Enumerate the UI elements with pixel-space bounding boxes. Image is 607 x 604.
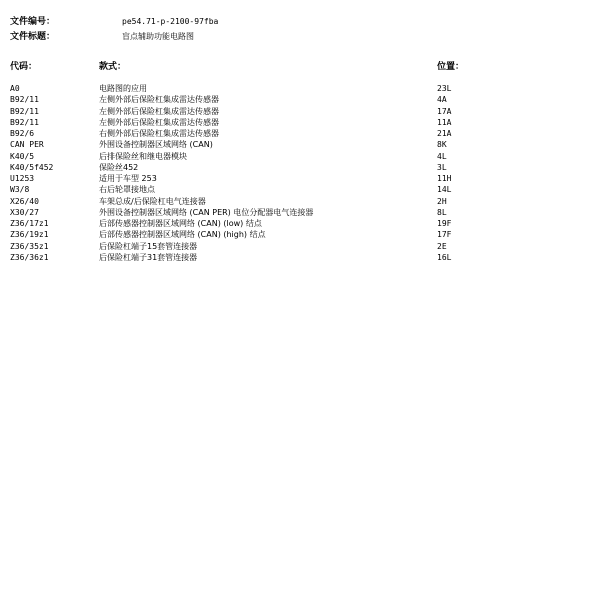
row-code: K40/5 <box>10 151 35 161</box>
row-position: 23L <box>437 84 452 93</box>
table-row <box>10 139 600 150</box>
row-code: Z36/19z1 <box>10 230 49 240</box>
row-position: 8K <box>437 140 447 150</box>
table-row <box>10 241 600 252</box>
row-code: Z36/36z1 <box>10 252 49 262</box>
row-code: X30/27 <box>10 207 39 217</box>
row-position: 4A <box>437 95 447 105</box>
row-code: B92/6 <box>10 129 35 138</box>
row-code: K40/5f452 <box>10 162 54 172</box>
row-position: 4L <box>437 151 447 161</box>
row-position: 11A <box>437 117 452 127</box>
row-description: 外围设备控制器区域网络 (CAN PER) 电位分配器电气连接器 <box>99 207 314 217</box>
table-row <box>10 94 600 105</box>
row-code: X26/40 <box>10 196 39 206</box>
column-header-desc: 款式： <box>99 62 127 72</box>
table-row <box>10 218 600 229</box>
row-code: Z36/35z1 <box>10 241 49 251</box>
row-description: 后排保险丝和继电器模块 <box>99 151 187 161</box>
row-description: 左侧外部后保险杠集成雷达传感器 <box>99 117 219 127</box>
column-header-code: 代码： <box>10 62 38 72</box>
table-row <box>10 173 600 184</box>
row-description: 保险丝452 <box>99 162 139 172</box>
row-description: 左侧外部后保险杠集成雷达传感器 <box>99 95 219 105</box>
row-position: 3L <box>437 162 447 172</box>
row-position: 19F <box>437 219 452 228</box>
doc-title-value: 盲点辅助功能电路图 <box>122 32 194 41</box>
doc-number-label: 文件编号： <box>10 17 56 27</box>
table-row <box>10 162 600 173</box>
table-row <box>10 106 600 117</box>
row-code: B92/11 <box>10 95 39 105</box>
row-description: 车架总成/后保险杠电气连接器 <box>99 196 206 206</box>
row-code: A0 <box>10 84 20 93</box>
row-position: 14L <box>437 185 452 195</box>
table-row <box>10 128 600 139</box>
row-description: 右侧外部后保险杠集成雷达传感器 <box>99 129 219 138</box>
row-position: 11H <box>437 174 452 183</box>
row-description: 后保险杠端子15套管连接器 <box>99 241 198 251</box>
table-row <box>10 207 600 218</box>
row-code: Z36/17z1 <box>10 219 49 228</box>
table-row <box>10 184 600 195</box>
row-position: 2E <box>437 241 447 251</box>
row-position: 17F <box>437 230 452 240</box>
row-code: U1253 <box>10 174 35 183</box>
row-description: 后部传感器控制器区域网络 (CAN) (low) 结点 <box>99 219 262 228</box>
row-description: 左侧外部后保险杠集成雷达传感器 <box>99 106 219 116</box>
row-position: 21A <box>437 129 452 138</box>
table-row <box>10 229 600 240</box>
row-description: 后部传感器控制器区域网络 (CAN) (high) 结点 <box>99 230 266 240</box>
row-description: 适用于车型 253 <box>99 174 157 183</box>
row-code: CAN PER <box>10 140 44 150</box>
table-row <box>10 151 600 162</box>
table-row <box>10 117 600 128</box>
row-code: B92/11 <box>10 117 39 127</box>
table-row <box>10 196 600 207</box>
row-description: 后保险杠端子31套管连接器 <box>99 252 198 262</box>
column-header-position: 位置： <box>437 62 465 72</box>
row-position: 16L <box>437 252 452 262</box>
row-description: 外围设备控制器区域网络 (CAN) <box>99 140 213 150</box>
component-table <box>10 83 600 263</box>
row-position: 17A <box>437 106 452 116</box>
table-row <box>10 83 600 94</box>
row-code: W3/8 <box>10 185 30 195</box>
row-description: 电路图的应用 <box>99 84 147 93</box>
table-row <box>10 252 600 263</box>
row-description: 右后轮罩接地点 <box>99 185 155 195</box>
row-position: 2H <box>437 196 447 206</box>
doc-title-label: 文件标题： <box>10 32 56 42</box>
row-position: 8L <box>437 207 447 217</box>
row-code: B92/11 <box>10 106 39 116</box>
doc-number-value: pe54.71-p-2100-97fba <box>122 17 219 26</box>
